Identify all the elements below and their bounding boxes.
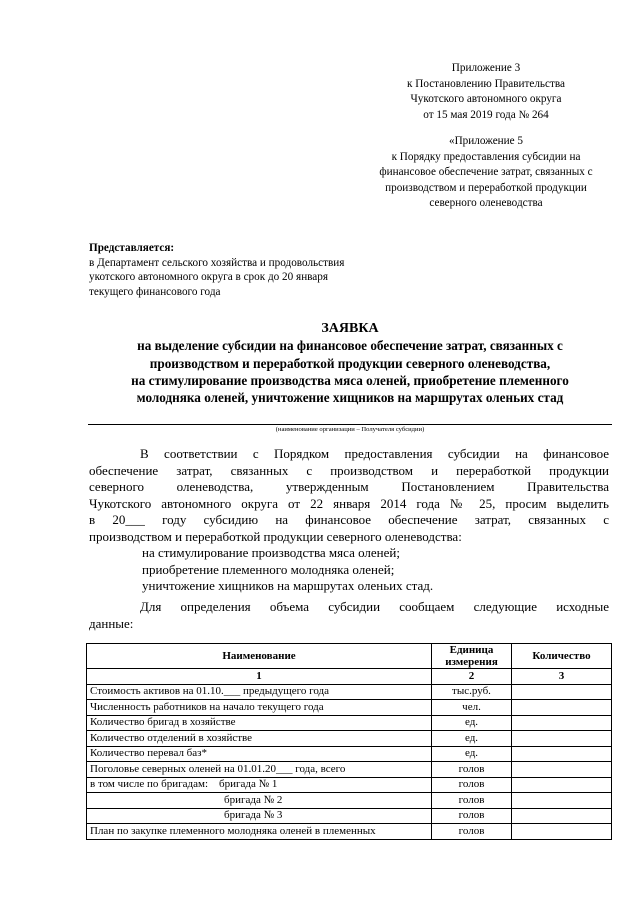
row-unit: голов: [432, 762, 512, 778]
appendix-3-line: Приложение 3: [451, 62, 521, 74]
row-unit: ед.: [432, 715, 512, 731]
row-unit: голов: [432, 808, 512, 824]
paragraph-line: Чукотского автономного округа от 22 января 2014 года № 25, просим выделить: [89, 495, 609, 511]
appendix-5-line: финансовое обеспечение затрат, связанных с: [379, 166, 593, 178]
row-qty-cell[interactable]: [512, 684, 612, 700]
column-header-unit: [432, 644, 512, 669]
organization-caption: (наименование организации – Получателя субсидии): [275, 426, 425, 433]
table-row: [87, 746, 612, 762]
table-row: [87, 715, 612, 731]
row-name: Стоимость активов на 01.10.___ предыдущего года: [87, 684, 432, 700]
row-name: Количество перевал баз*: [87, 746, 432, 762]
row-qty-cell[interactable]: [512, 700, 612, 716]
heading-line: молодняка оленей, уничтожение хищников на маршрутах оленьих стад: [136, 390, 564, 406]
submission-line: в Департамент сельского хозяйства и продовольствия: [89, 256, 345, 269]
table-row: [87, 777, 612, 793]
list-item: приобретение племенного молодняка оленей;: [142, 561, 395, 577]
row-qty-cell[interactable]: [512, 777, 612, 793]
column-header-unit-line: измерения: [445, 656, 498, 668]
submission-line: текущего финансового года: [89, 285, 221, 298]
paragraph-line: Для определения объема субсидии сообщаем следующие исходные: [140, 599, 609, 614]
paragraph-line: данные:: [89, 615, 134, 631]
row-name: Количество отделений в хозяйстве: [87, 731, 432, 747]
paragraph-line: в 20___ году субсидию на финансовое обеспечение затрат, связанных с: [89, 512, 609, 527]
table-row: [87, 824, 612, 840]
submission-label: Представляется:: [89, 242, 175, 254]
appendix-3-line: к Постановлению Правительства: [407, 77, 565, 90]
row-unit: голов: [432, 824, 512, 840]
row-name: в том числе по бригадам: бригада № 1: [87, 777, 432, 793]
table-number-row: [87, 669, 612, 685]
document-title: ЗАЯВКА: [321, 321, 379, 336]
organization-name-line[interactable]: [88, 424, 612, 425]
row-name: Численность работников на начало текущего года: [87, 700, 432, 716]
row-qty-cell[interactable]: [512, 824, 612, 840]
source-data-table: [86, 643, 612, 840]
row-name: Поголовье северных оленей на 01.01.20___ года, всего: [87, 762, 432, 778]
row-name: бригада № 2: [87, 793, 432, 809]
table-row: [87, 700, 612, 716]
column-header-name: Наименование: [87, 644, 432, 669]
heading-line: производством и переработкой продукции северного оленеводства,: [149, 355, 551, 371]
heading-line: на выделение субсидии на финансовое обеспечение затрат, связанных с: [137, 338, 563, 354]
column-number: 1: [87, 669, 432, 685]
appendix-5-line: «Приложение 5: [448, 135, 524, 147]
submission-line: укотского автономного округа в срок до 20 января: [89, 271, 329, 283]
row-unit: голов: [432, 793, 512, 809]
row-name: бригада № 3: [87, 808, 432, 824]
appendix-5-line: к Порядку предоставления субсидии на: [391, 150, 581, 163]
row-qty-cell[interactable]: [512, 715, 612, 731]
row-unit: чел.: [432, 700, 512, 716]
paragraph-line: производством и переработкой продукции северного оленеводства:: [89, 528, 462, 544]
row-unit: ед.: [432, 746, 512, 762]
list-item: уничтожение хищников на маршрутах оленьих стад.: [142, 578, 434, 593]
paragraph-line: В соответствии с Порядком предоставления субсидии на финансовое: [140, 446, 609, 461]
row-name: План по закупке племенного молодняка оленей в племенных: [87, 824, 432, 840]
table-row: [87, 808, 612, 824]
column-number: 2: [432, 669, 512, 685]
row-qty-cell[interactable]: [512, 731, 612, 747]
appendix-3-line: Чукотского автономного округа: [410, 93, 562, 105]
appendix-3-block: [336, 61, 636, 123]
table-row: [87, 793, 612, 809]
row-qty-cell[interactable]: [512, 808, 612, 824]
table-row: [87, 762, 612, 778]
appendix-5-line: северного оленеводства: [429, 197, 543, 209]
table-row: [87, 731, 612, 747]
application-heading: [60, 320, 640, 406]
appendix-5-line: производством и переработкой продукции: [385, 181, 587, 194]
row-qty-cell[interactable]: [512, 746, 612, 762]
table-header-row: [87, 644, 612, 669]
paragraph-line: северного оленеводства, утвержденным Постановлением Правительства: [89, 479, 609, 494]
column-header-unit-line: Единица: [449, 644, 494, 656]
row-qty-cell[interactable]: [512, 762, 612, 778]
heading-line: на стимулирование производства мяса оленей, приобретение племенного: [131, 372, 569, 388]
column-header-qty: Количество: [512, 644, 612, 669]
table-row: [87, 684, 612, 700]
list-item: на стимулирование производства мяса оленей;: [142, 545, 400, 560]
row-unit: тыс.руб.: [432, 684, 512, 700]
row-name: Количество бригад в хозяйстве: [87, 715, 432, 731]
appendix-5-block: [336, 134, 636, 212]
appendix-3-line: от 15 мая 2019 года № 264: [423, 108, 549, 121]
row-unit: голов: [432, 777, 512, 793]
row-qty-cell[interactable]: [512, 793, 612, 809]
paragraph-line: обеспечение затрат, связанных с производством и переработкой продукции: [89, 462, 609, 478]
submission-block: [89, 241, 429, 299]
column-number: 3: [512, 669, 612, 685]
row-unit: ед.: [432, 731, 512, 747]
